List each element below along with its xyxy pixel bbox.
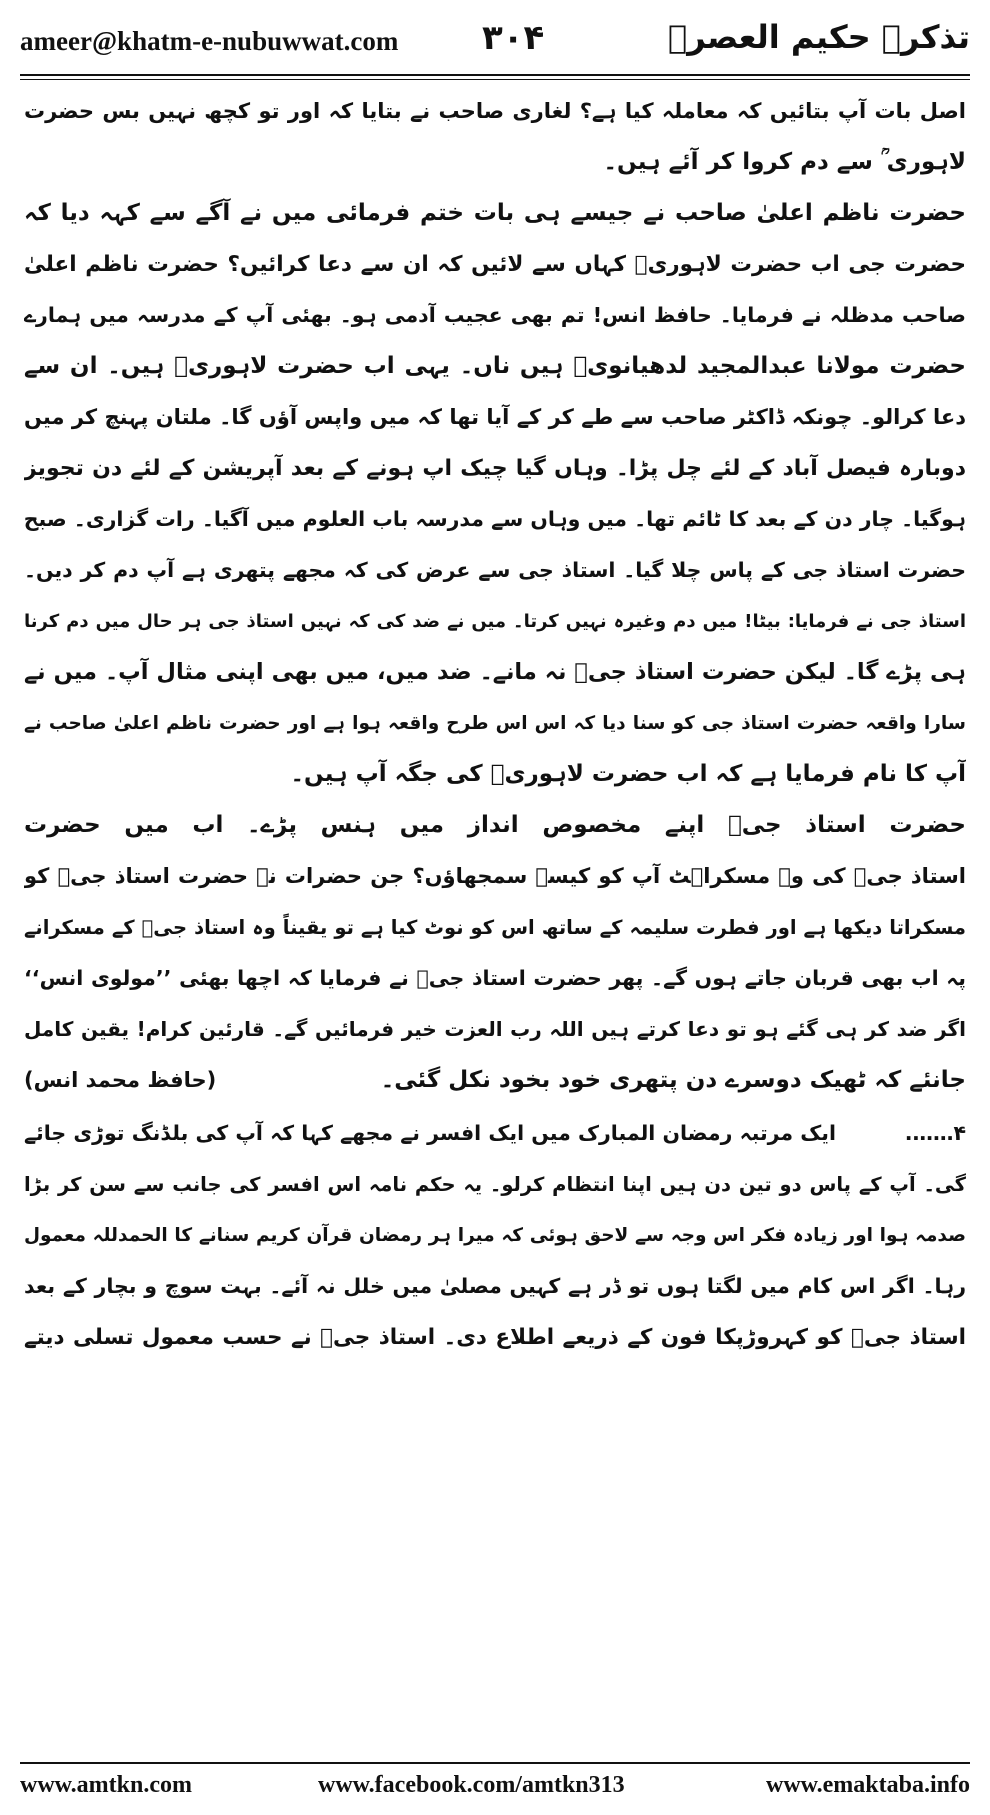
header-rule-bottom xyxy=(20,79,970,80)
text-line: آپ کا نام فرمایا ہے کہ اب حضرت لاہوریؒ کی جگہ آپ ہیں۔ xyxy=(290,761,966,787)
text-line: حضرت استاذ جی کے پاس چلا گیا۔ استاذ جی سے عرض کی کہ مجھے پتھری ہے آپ دم کر دیں۔ xyxy=(24,558,966,582)
text-line: صاحب مدظلہ نے فرمایا۔ حافظ انس! تم بھی عجیب آدمی ہو۔ بھئی آپ کے مدرسہ میں ہمارے xyxy=(24,303,966,327)
page-footer xyxy=(20,1772,970,1806)
text-line: استاذ جی نے فرمایا: بیٹا! میں دم وغیرہ نہیں کرتا۔ میں نے ضد کی کہ نہیں استاذ جی ہر حال میں دم کرنا xyxy=(24,611,966,632)
page-header xyxy=(20,18,970,70)
footer-rule xyxy=(20,1762,970,1764)
author-signature: (حافظ محمد انس) xyxy=(24,1068,217,1092)
text-line: دوبارہ فیصل آباد کے لئے چل پڑا۔ وہاں گیا چیک اپ ہونے کے بعد آپریشن کے لئے دن تجویز xyxy=(24,456,966,481)
footer-link-emaktaba[interactable]: www.emaktaba.info xyxy=(765,1772,970,1798)
signature-line xyxy=(24,1055,966,1106)
text-line: اصل بات آپ بتائیں کہ معاملہ کیا ہے؟ لغاری صاحب نے بتایا کہ اور تو کچھ نہیں بس حضرت xyxy=(24,99,966,123)
text-line: ہی پڑے گا۔ لیکن حضرت استاذ جیؒ نہ مانے۔ ضد میں، میں بھی اپنی مثال آپ۔ میں نے xyxy=(24,659,966,685)
text-line: حضرت استاذ جیؒ اپنے مخصوص انداز میں ہنس پڑے۔ اب میں حضرت xyxy=(24,812,966,838)
text-line: صدمہ ہوا اور زیادہ فکر اس وجہ سے لاحق ہوئی کہ میرا ہر رمضان قرآن کریم سنانے کا الحمدللہ معمول xyxy=(24,1225,966,1246)
text-line: حضرت جی اب حضرت لاہوریؒ کہاں سے لائیں کہ ان سے دعا کرائیں؟ حضرت ناظم اعلیٰ xyxy=(24,252,966,277)
text-line: استاذ جیؒ کی وہ مسکراہٹ آپ کو کیسے سمجھاؤں؟ جن حضرات نے حضرت استاذ جیؒ کو xyxy=(24,864,966,888)
text-line: حضرت ناظم اعلیٰ صاحب نے جیسے ہی بات ختم فرمائی میں نے آگے سے کہہ دیا کہ xyxy=(24,200,966,226)
item-first-line: ایک مرتبہ رمضان المبارک میں ایک افسر نے مجھے کہا کہ آپ کی بلڈنگ توڑی جائے xyxy=(24,1121,836,1145)
closing-sentence: جانئے کہ ٹھیک دوسرے دن پتھری خود بخود نکل گئی۔ xyxy=(380,1067,966,1093)
text-line: استاذ جیؒ کو کہروڑپکا فون کے ذریعے اطلاع دی۔ استاذ جیؒ نے حسب معمول تسلی دیتے xyxy=(24,1325,966,1350)
page-number: ۳۰۴ xyxy=(482,18,545,58)
text-line: دعا کرالو۔ چونکہ ڈاکٹر صاحب سے طے کر کے آیا تھا کہ میں واپس آؤں گا۔ ملتان پہنچ کر میں xyxy=(24,405,966,429)
numbered-item-start xyxy=(24,1108,966,1159)
text-line: اگر ضد کر ہی گئے ہو تو دعا کرتے ہیں اللہ رب العزت خیر فرمائیں گے۔ قارئین کرام! یقین کامل xyxy=(24,1017,966,1041)
header-rule-top xyxy=(20,74,970,76)
text-line: گی۔ آپ کے پاس دو تین دن ہیں اپنا انتظام کرلو۔ یہ حکم نامہ اس افسر کی جانب سے سن کر بڑا xyxy=(24,1173,966,1196)
book-title: تذکرہ حکیم العصرؒ xyxy=(667,18,970,56)
text-line: لاہوری ؒ سے دم کروا کر آئے ہیں۔ xyxy=(603,149,966,175)
text-line: حضرت مولانا عبدالمجید لدھیانویؒ ہیں ناں۔ یہی اب حضرت لاہوریؒ ہیں۔ ان سے xyxy=(24,353,966,379)
text-line: پہ اب بھی قربان جاتے ہوں گے۔ پھر حضرت استاذ جیؒ نے فرمایا کہ اچھا بھئی ’’مولوی انس‘‘ xyxy=(24,966,966,990)
footer-link-amtkn[interactable]: www.amtkn.com xyxy=(20,1772,192,1798)
header-email: ameer@khatm-e-nubuwwat.com xyxy=(20,26,399,56)
text-line: سارا واقعہ حضرت استاذ جی کو سنا دیا کہ اس اس طرح واقعہ ہوا ہے اور حضرت ناظم اعلیٰ صاحب نے xyxy=(24,713,966,734)
text-line: ہوگیا۔ چار دن کے بعد کا ٹائم تھا۔ میں وہاں سے مدرسہ باب العلوم میں آگیا۔ رات گزاری۔ صبح xyxy=(24,507,966,531)
page-body xyxy=(24,86,966,1363)
footer-link-facebook[interactable]: www.facebook.com/amtkn313 xyxy=(318,1772,625,1798)
text-line: رہا۔ اگر اس کام میں لگتا ہوں تو ڈر ہے کہیں مصلیٰ میں خلل نہ آئے۔ بہت سوچ و بچار کے بعد xyxy=(24,1274,966,1298)
item-number: ۴……. xyxy=(904,1121,966,1145)
text-line: مسکراتا دیکھا ہے اور فطرت سلیمہ کے ساتھ اس کو نوٹ کیا ہے تو یقیناً وہ استاذ جیؒ کے مسکرانے xyxy=(24,916,966,939)
